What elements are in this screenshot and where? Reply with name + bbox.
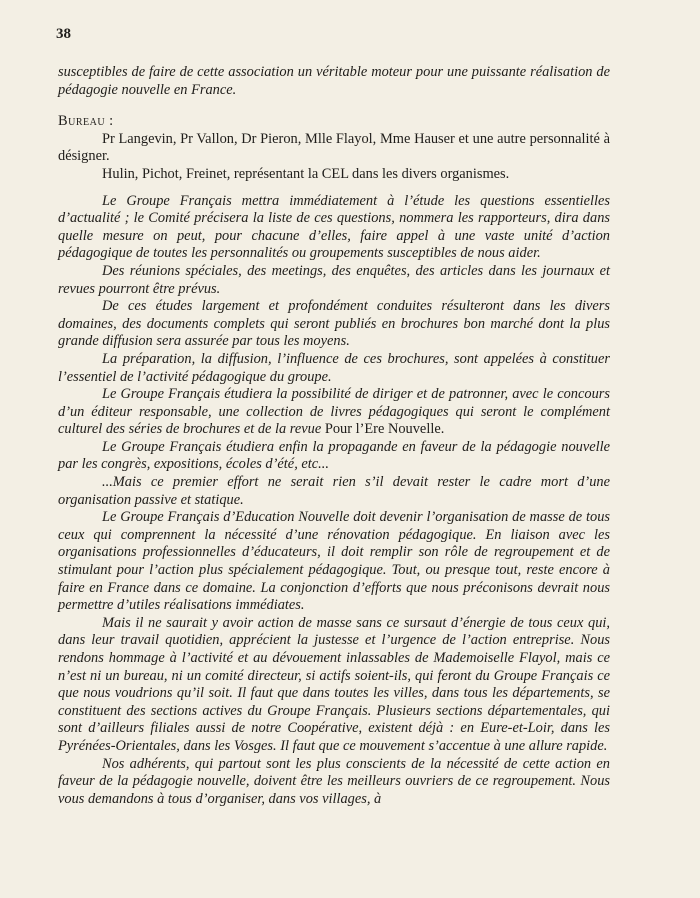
section-heading-bureau: Bureau : [58, 113, 114, 130]
journal-title: Pour l’Ere Nouvelle. [321, 421, 445, 438]
paragraph-propaganda: Le Groupe Français étudiera enfin la propagande en faveur de la pédagogie nouvelle par les congrès, expositions, écoles d’été, etc... [58, 438, 610, 473]
paragraph-documents: De ces études largement et profondément conduites résulteront dans les divers domaines, des documents complets qui seront publiés en brochures bon marché dont la plus grande diffusion sera assurée par tous les moyens. [58, 298, 610, 350]
paragraph-members: Nos adhérents, qui partout sont les plus conscients de la nécessité de cette action en faveur de la pédagogie nouvelle, doivent être les meilleurs ouvriers de ce regroupement. Nous vous demandons à tous d’organiser, dans vos villages, à [58, 755, 610, 807]
paragraph-collection [58, 386, 610, 439]
paragraph-bureau-members: Pr Langevin, Pr Vallon, Dr Pieron, Mlle Flayol, Mme Hauser et une autre personnalité à désigner. [58, 130, 610, 165]
paragraph-collection-text: Le Groupe Français étudiera la possibilité de diriger et de patronner, avec le concours d’un éditeur responsable, une collection de livres pédagogiques qui seront le complément culturel des séries de brochures et de la revue [58, 386, 610, 438]
paragraph-first-effort: ...Mais ce premier effort ne serait rien s’il devait rester le cadre mort d’une organisation passive et statique. [58, 474, 610, 508]
paragraph-cel-representatives: Hulin, Pichot, Freinet, représentant la CEL dans les divers organismes. [102, 165, 510, 182]
paragraph-energy: Mais il ne saurait y avoir action de masse sans ce sursaut d’énergie de tous ceux qui, dans leur travail quotidien, apprécient la justesse et l’urgence de l’action entreprise. Nous rendons hommage à l’activité et au dévouement inlassables de Mademoiselle Flayol, mais ce n’est ni un bureau, ni un comité directeur, si actifs soient-ils, qui feront du Groupe Français ce que nous voudrions qu’il soit. Il faut que dans toutes les villes, dans tous les départements, se constituent des sections actives du Groupe Français. Plusieurs sections départementales, qui sont d’ailleurs filiales aussi de notre Coopérative, existent déjà : en Eure-et-Loir, dans les Pyrénées-Orientales, dans les Vosges. Il faut que ce mouvement s’accentue à une allure rapide. [58, 614, 610, 754]
paragraph-study-questions: Le Groupe Français mettra immédiatement à l’étude les questions essentielles d’actualité ; le Comité précisera la liste de ces questions, nommera les rapporteurs, dira dans quelle mesure on peut, pour chacune d’elles, faire appel à une vaste unité d’action pédagogique de toutes les personnalités ou groupements susceptibles de nous aider. [58, 192, 610, 262]
body-text [58, 64, 610, 808]
paragraph-brochures: La préparation, la diffusion, l’influence de ces brochures, sont appelées à constituer l’essentiel de l’activité pédagogique du groupe. [58, 350, 610, 385]
page-number: 38 [56, 26, 71, 42]
paragraph-intro: susceptibles de faire de cette association un véritable moteur pour une puissante réalisation de pédagogie nouvelle en France. [58, 64, 610, 98]
paragraph-meetings: Des réunions spéciales, des meetings, des enquêtes, des articles dans les journaux et revues pourront être prévus. [58, 262, 610, 297]
paragraph-mass-organisation: Le Groupe Français d’Education Nouvelle doit devenir l’organisation de masse de tous ceux qui comprennent la nécessité d’une rénovation pédagogique. En liaison avec les organisations professionnelles d’éducateurs, il doit remplir son rôle de regroupement et de stimulant pour l’action plus spécialement pédagogique. Tout, ou presque tout, reste encore à faire en France dans ce domaine. La conjonction d’efforts que nous préconisons devrait nous permettre d’utiles réalisations immédiates. [58, 509, 610, 614]
